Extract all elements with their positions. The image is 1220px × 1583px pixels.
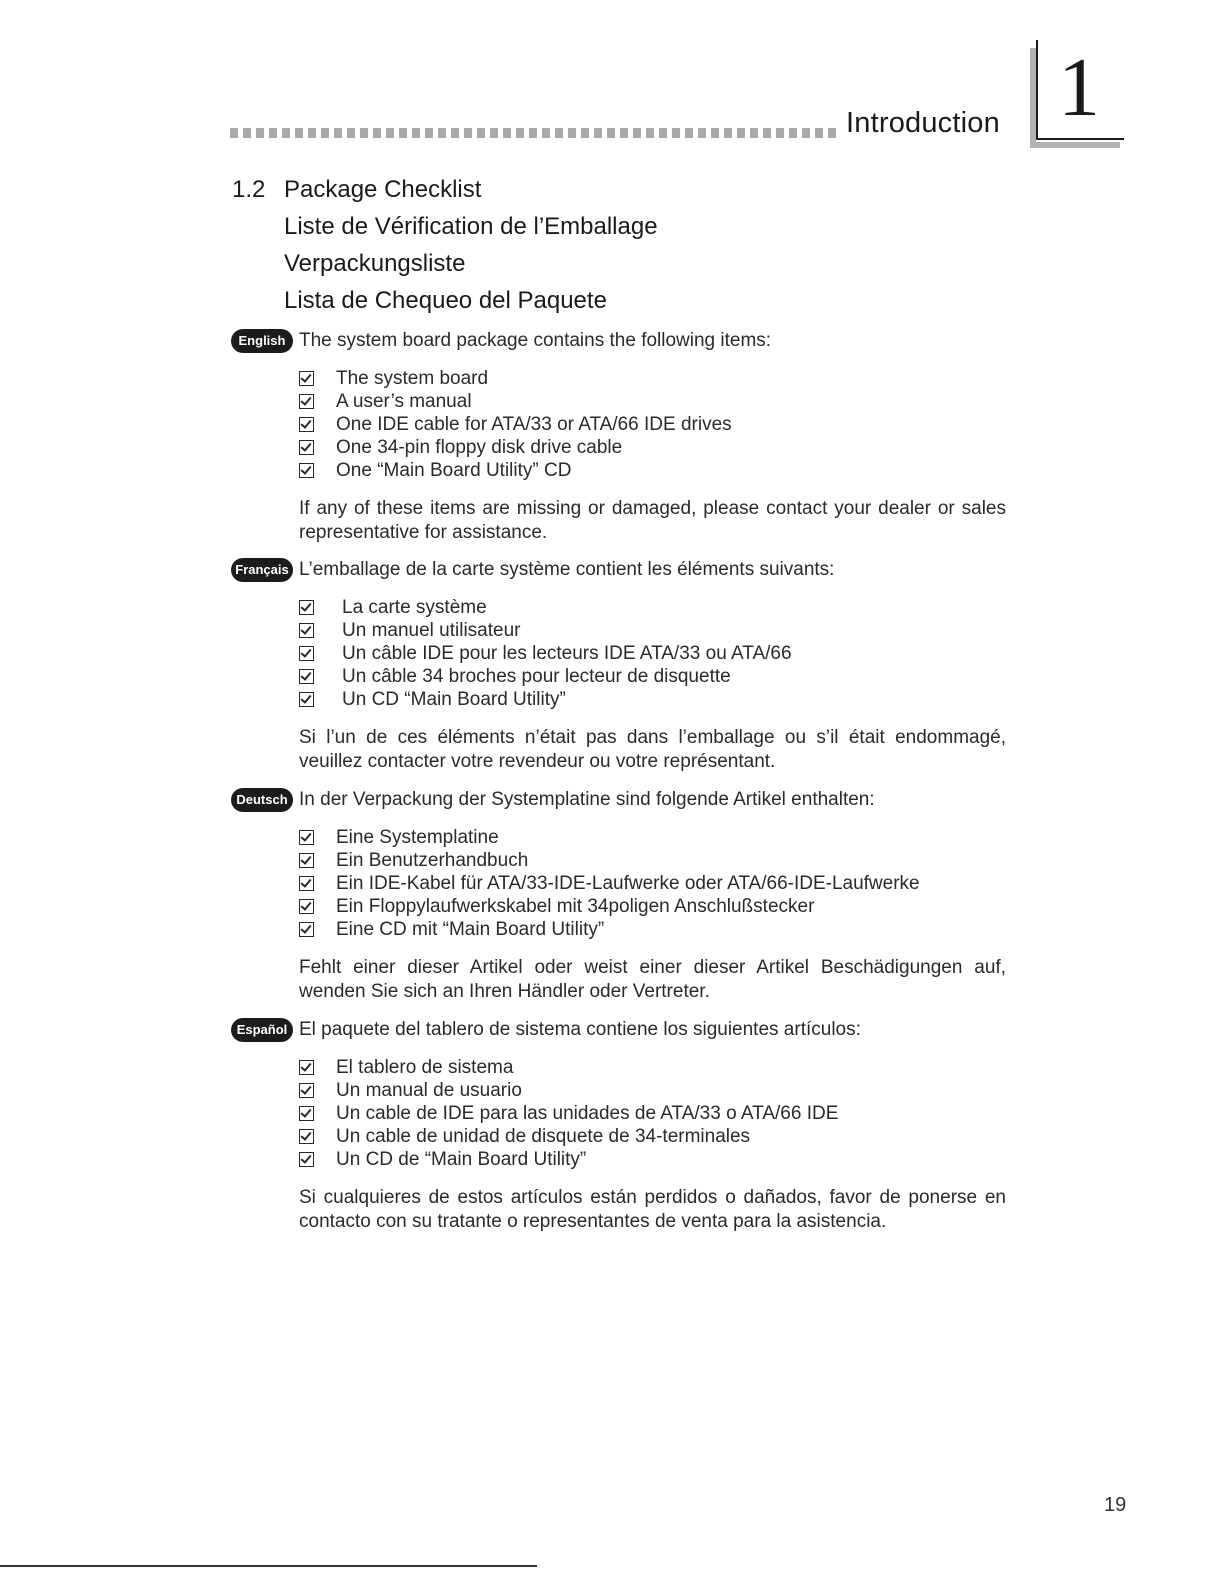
chapter-box-line [1036, 40, 1038, 140]
list-item-text: One 34-pin floppy disk drive cable [336, 437, 623, 458]
chapter-box-shadow [1030, 142, 1120, 148]
list-item [299, 596, 792, 619]
intro-text: In der Verpackung der Systemplatine sind folgende Artikel enthalten: [299, 789, 875, 810]
list-item-text: Ein IDE-Kabel für ATA/33-IDE-Laufwerke oder ATA/66-IDE-Laufwerke [336, 873, 920, 894]
section-number: 1.2 [232, 176, 266, 203]
checkbox-checked-icon [299, 440, 314, 455]
intro-text: L’emballage de la carte système contient les éléments suivants: [299, 559, 835, 580]
checkbox-checked-icon [299, 371, 314, 386]
checkbox-checked-icon [299, 692, 314, 707]
section-title-spanish: Lista de Chequeo del Paquete [284, 287, 607, 314]
language-badge: Deutsch [231, 788, 293, 812]
list-item-text: One IDE cable for ATA/33 or ATA/66 IDE drives [336, 414, 732, 435]
list-item [299, 367, 732, 390]
list-item [299, 619, 792, 642]
page-number: 19 [1104, 1494, 1127, 1516]
list-item [299, 826, 920, 849]
language-badge: English [231, 329, 293, 353]
checklist [299, 596, 792, 711]
list-item-text: El tablero de sistema [336, 1057, 514, 1078]
section-title-german: Verpackungsliste [284, 250, 466, 277]
list-item-text: Un manual de usuario [336, 1080, 522, 1101]
checkbox-checked-icon [299, 853, 314, 868]
note-paragraph: Fehlt einer dieser Artikel oder weist einer dieser Artikel Beschädigungen auf, wenden Sie sich an Ihren Händler oder Vertreter. [299, 957, 1006, 1002]
list-item [299, 459, 732, 482]
list-item-text: Un câble IDE pour les lecteurs IDE ATA/33 ou ATA/66 [342, 643, 792, 664]
chapter-name: Introduction [846, 107, 1000, 139]
checkbox-checked-icon [299, 417, 314, 432]
list-item-text: Eine CD mit “Main Board Utility” [336, 919, 605, 940]
checkbox-checked-icon [299, 463, 314, 478]
language-badge: Français [231, 558, 293, 582]
list-item [299, 1056, 838, 1079]
checkbox-checked-icon [299, 1060, 314, 1075]
list-item [299, 849, 920, 872]
list-item [299, 895, 920, 918]
checklist [299, 1056, 838, 1171]
chapter-number-box [1030, 40, 1122, 145]
list-item-text: Ein Floppylaufwerkskabel mit 34poligen Anschlußstecker [336, 896, 815, 917]
intro-text: El paquete del tablero de sistema contiene los siguientes artículos: [299, 1019, 861, 1040]
list-item-text: The system board [336, 368, 489, 389]
checkbox-checked-icon [299, 623, 314, 638]
list-item-text: Un câble 34 broches pour lecteur de disquette [342, 666, 731, 687]
header-dot-rule [230, 128, 838, 138]
checkbox-checked-icon [299, 1106, 314, 1121]
checklist [299, 367, 732, 482]
list-item [299, 1148, 838, 1171]
list-item [299, 1102, 838, 1125]
section-titles [284, 176, 658, 324]
checkbox-checked-icon [299, 394, 314, 409]
list-item [299, 688, 792, 711]
list-item-text: Ein Benutzerhandbuch [336, 850, 529, 871]
section-title-english: Package Checklist [284, 176, 482, 203]
note-paragraph: Si cualquieres de estos artículos están perdidos o dañados, favor de ponerse en contacto con su tratante o representantes de venta para la asistencia. [299, 1187, 1006, 1232]
list-item-text: Un CD de “Main Board Utility” [336, 1149, 587, 1170]
checkbox-checked-icon [299, 899, 314, 914]
bottom-rule [0, 1565, 537, 1567]
checkbox-checked-icon [299, 669, 314, 684]
list-item [299, 413, 732, 436]
list-item [299, 390, 732, 413]
list-item [299, 642, 792, 665]
list-item-text: A user’s manual [336, 391, 472, 412]
checkbox-checked-icon [299, 1129, 314, 1144]
list-item [299, 1125, 838, 1148]
checkbox-checked-icon [299, 922, 314, 937]
checkbox-checked-icon [299, 1152, 314, 1167]
list-item [299, 918, 920, 941]
list-item [299, 665, 792, 688]
list-item-text: Eine Systemplatine [336, 827, 499, 848]
checkbox-checked-icon [299, 1083, 314, 1098]
checkbox-checked-icon [299, 600, 314, 615]
list-item-text: La carte système [342, 597, 487, 618]
note-paragraph: Si l’un de ces éléments n’était pas dans l’emballage ou s’il était endommagé, veuillez contacter votre revendeur ou votre représentant. [299, 727, 1006, 772]
list-item-text: Un manuel utilisateur [342, 620, 521, 641]
intro-text: The system board package contains the following items: [299, 330, 772, 351]
checkbox-checked-icon [299, 646, 314, 661]
checkbox-checked-icon [299, 830, 314, 845]
list-item [299, 1079, 838, 1102]
language-badge: Español [231, 1018, 293, 1042]
list-item-text: Un cable de unidad de disquete de 34-terminales [336, 1126, 751, 1147]
checklist [299, 826, 920, 941]
checkbox-checked-icon [299, 876, 314, 891]
list-item-text: One “Main Board Utility” CD [336, 460, 572, 481]
list-item [299, 872, 920, 895]
section-title-french: Liste de Vérification de l’Emballage [284, 213, 658, 240]
list-item [299, 436, 732, 459]
chapter-number: 1 [1058, 41, 1100, 134]
chapter-box-line [1036, 138, 1124, 140]
list-item-text: Un cable de IDE para las unidades de ATA/33 o ATA/66 IDE [336, 1103, 839, 1124]
list-item-text: Un CD “Main Board Utility” [342, 689, 566, 710]
note-paragraph: If any of these items are missing or damaged, please contact your dealer or sales representative for assistance. [299, 498, 1006, 543]
